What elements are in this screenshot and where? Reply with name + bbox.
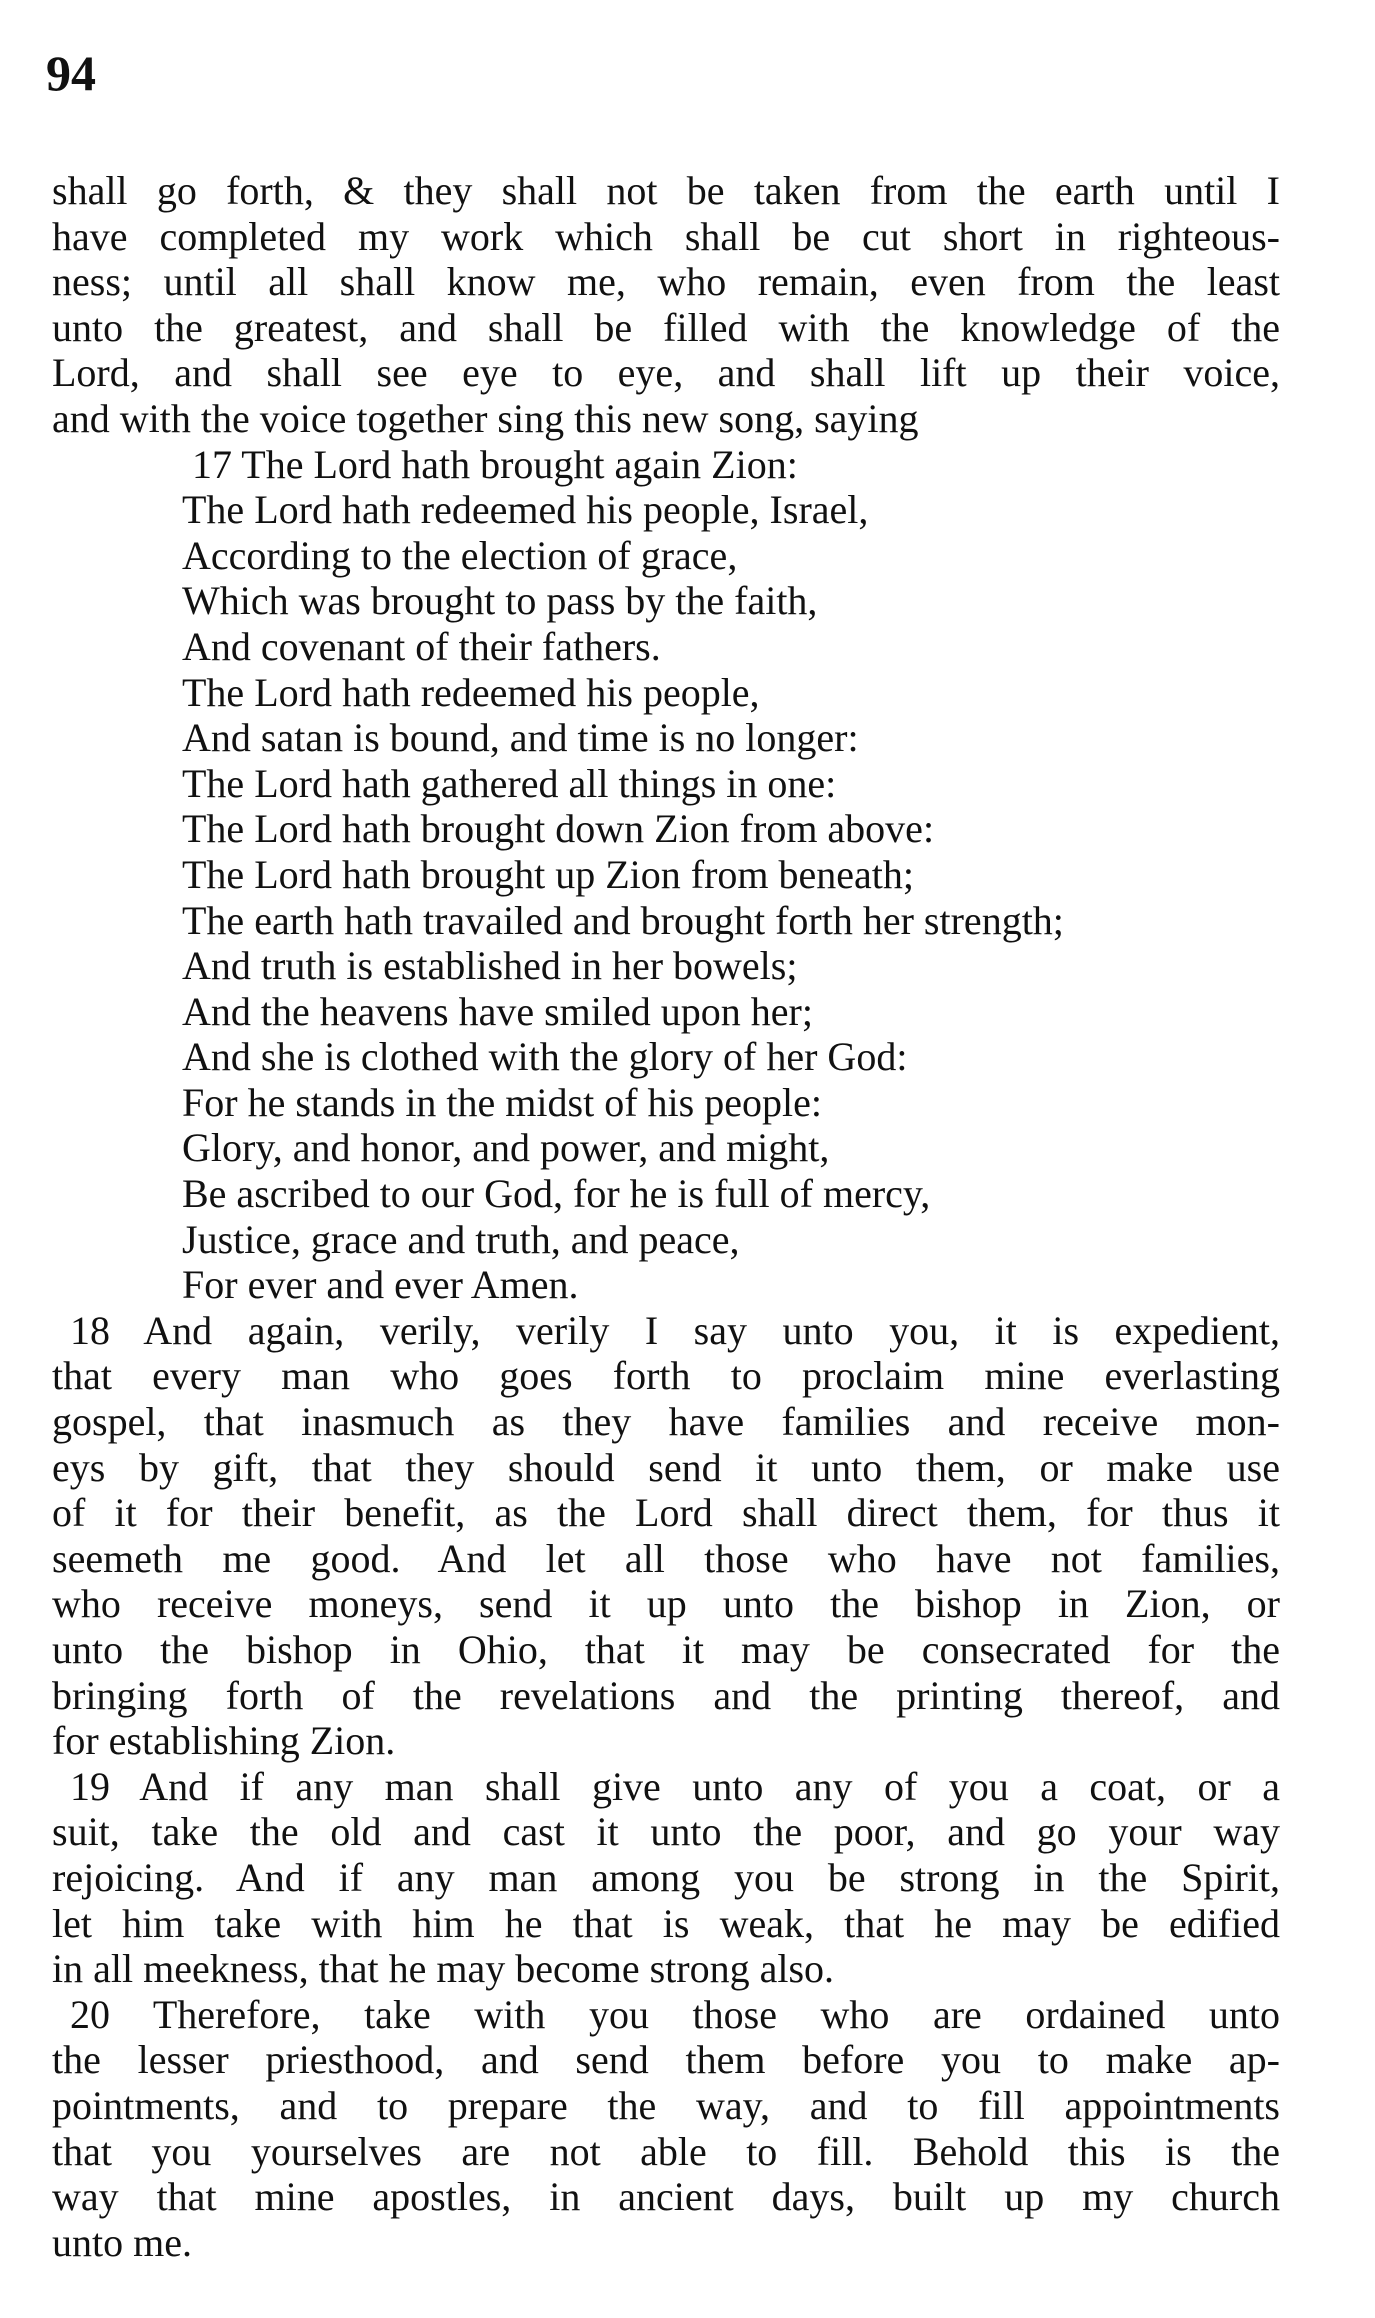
text-line: way that mine apostles, in ancient days, built up my church	[52, 2174, 1280, 2220]
song-line: Be ascribed to our God, for he is full of mercy,	[182, 1171, 931, 1217]
text-line: rejoicing. And if any man among you be strong in the Spirit,	[52, 1854, 1280, 1900]
song-line: And truth is established in her bowels;	[182, 943, 798, 989]
text-line: have completed my work which shall be cut short in righteous-	[52, 213, 1280, 259]
text-line: eys by gift, that they should send it unto them, or make use	[52, 1444, 1280, 1490]
text-line: seemeth me good. And let all those who have not families,	[52, 1535, 1280, 1581]
song-line: The Lord hath gathered all things in one:	[182, 760, 837, 806]
song-line: And covenant of their fathers.	[182, 623, 661, 669]
text-line: and with the voice together sing this new song, saying	[52, 395, 919, 441]
text-line: unto me.	[52, 2219, 192, 2265]
text-line: who receive moneys, send it up unto the bishop in Zion, or	[52, 1581, 1280, 1627]
text-line: shall go forth, & they shall not be taken from the earth until I	[52, 168, 1280, 213]
song-line: And she is clothed with the glory of her God:	[182, 1034, 908, 1080]
text-line: of it for their benefit, as the Lord shall direct them, for thus it	[52, 1490, 1280, 1536]
page-number: 94	[46, 45, 96, 101]
text-line: the lesser priesthood, and send them before you to make ap-	[52, 2037, 1280, 2083]
text-line: bringing forth of the revelations and the printing thereof, and	[52, 1672, 1280, 1718]
song-line: Glory, and honor, and power, and might,	[182, 1125, 830, 1171]
song-line: Justice, grace and truth, and peace,	[182, 1216, 740, 1262]
song-line: And satan is bound, and time is no longer:	[182, 715, 859, 761]
song-line: For ever and ever Amen.	[182, 1262, 579, 1308]
song-line: For he stands in the midst of his people:	[182, 1079, 822, 1125]
text-line: suit, take the old and cast it unto the poor, and go your way	[52, 1809, 1280, 1855]
song-line: And the heavens have smiled upon her;	[182, 988, 813, 1034]
text-line: pointments, and to prepare the way, and to fill appointments	[52, 2082, 1280, 2128]
song-line: The Lord hath brought down Zion from above:	[182, 806, 935, 852]
text-line: gospel, that inasmuch as they have families and receive mon-	[52, 1399, 1280, 1445]
song-line: The earth hath travailed and brought forth her strength;	[182, 897, 1064, 943]
text-line: in all meekness, that he may become strong also.	[52, 1946, 835, 1992]
text-line: unto the bishop in Ohio, that it may be consecrated for the	[52, 1627, 1280, 1672]
text-line: 20 Therefore, take with you those who are ordained unto	[70, 1991, 1280, 2037]
text-line: ness; until all shall know me, who remain, even from the least	[52, 259, 1280, 305]
text-line: that you yourselves are not able to fill. Behold this is the	[52, 2128, 1280, 2174]
text-line: 18 And again, verily, verily I say unto you, it is expedient,	[70, 1307, 1280, 1353]
text-line: 19 And if any man shall give unto any of you a coat, or a	[70, 1763, 1280, 1809]
page-text	[52, 168, 1280, 2265]
song-line: According to the election of grace,	[182, 532, 738, 578]
song-line: The Lord hath brought up Zion from beneath;	[182, 851, 915, 897]
text-line: that every man who goes forth to proclaim mine everlasting	[52, 1353, 1280, 1399]
song-line: The Lord hath redeemed his people, Israel,	[182, 487, 869, 533]
text-line: let him take with him he that is weak, that he may be edified	[52, 1900, 1280, 1946]
text-line: for establishing Zion.	[52, 1718, 396, 1764]
song-line: The Lord hath redeemed his people,	[182, 669, 760, 715]
text-line: unto the greatest, and shall be filled with the knowledge of the	[52, 304, 1280, 350]
text-line: Lord, and shall see eye to eye, and shall lift up their voice,	[52, 350, 1280, 396]
song-line: Which was brought to pass by the faith,	[182, 578, 818, 624]
song-line: 17 The Lord hath brought again Zion:	[192, 441, 798, 487]
